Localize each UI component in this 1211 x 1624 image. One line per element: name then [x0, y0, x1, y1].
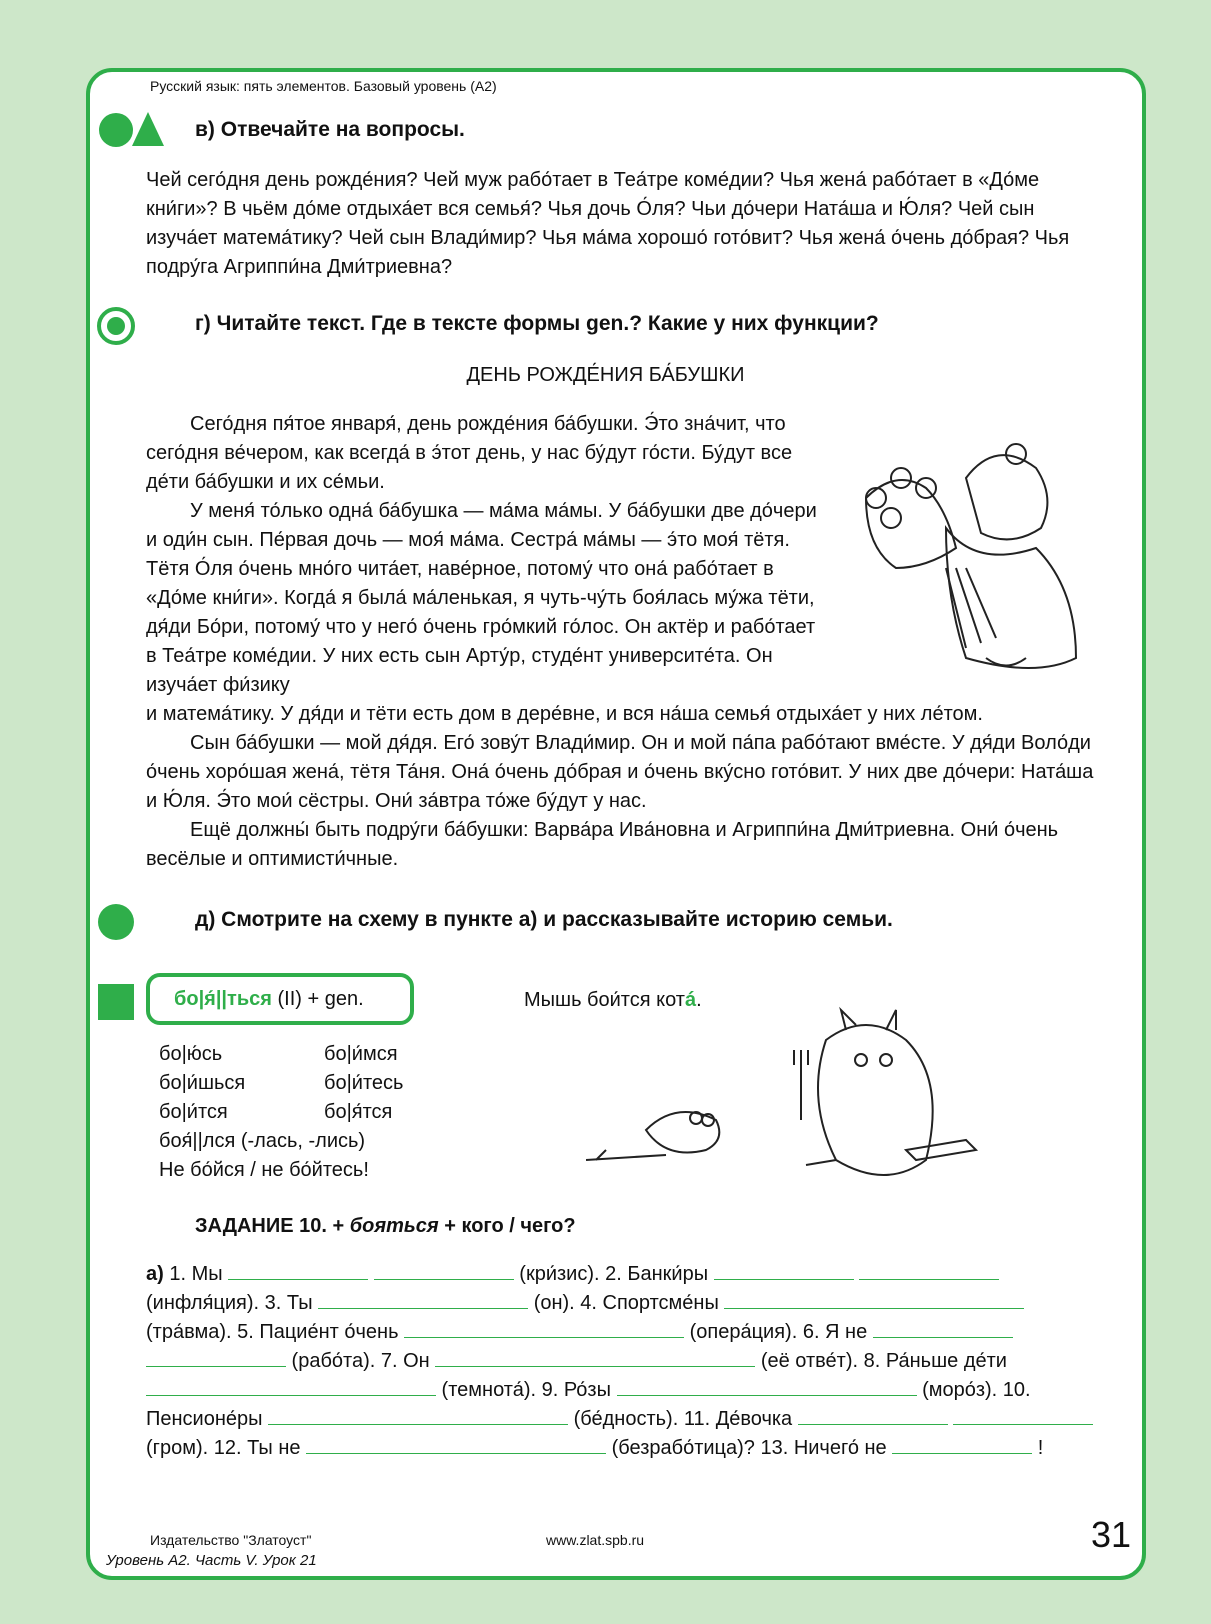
- circle-icon: [96, 902, 136, 942]
- conj-form: бо|я́тся: [324, 1101, 393, 1123]
- task-g-heading: г) Читайте текст. Где в тексте формы gen.? Какие у них функции?: [195, 312, 879, 335]
- square-icon: [98, 984, 134, 1020]
- conj-form: бо|и́мся: [324, 1043, 398, 1065]
- task-v-heading: в) Отвечайте на вопросы.: [195, 118, 465, 141]
- footer-publisher: Издательство "Златоуст": [150, 1532, 312, 1548]
- reading-text-top: [146, 410, 826, 700]
- reading-text-bottom: [146, 700, 1096, 874]
- text-paragraph: У меня́ то́лько одна́ ба́бушка — ма́ма ма́мы. У ба́бушки две до́чери и оди́н сын. Пе́рвая дочь — моя́ ма́ма. Сестра́ ма́мы — э́то моя́ тётя. Тётя О́ля о́чень мно́го чита́ет, наве́рное, потому́ что она́ рабо́тает в «До́ме кни́ги». Когда́ я была́ ма́ленькая, я чуть-чу́ть боя́лась му́жа тёти, дя́ди Бо́ри, потому́ что у него́ о́чень гро́мкий го́лос. Он актёр и рабо́тает в Теа́тре коме́дии. У них есть сын Арту́р, студе́нт университе́та. Он изуча́ет фи́зику: [146, 500, 817, 696]
- text-title: ДЕНЬ РОЖДЕ́НИЯ БА́БУШКИ: [466, 364, 745, 386]
- conj-form: бо|и́тся: [159, 1101, 228, 1123]
- verb-government: (II) + gen.: [277, 988, 364, 1010]
- conjugation-right: [324, 1040, 403, 1127]
- conj-form: бо|ю́сь: [159, 1043, 223, 1065]
- conj-form: бо|и́шься: [159, 1072, 246, 1094]
- conj-form: боя́||лся (-лась, -лись): [159, 1130, 366, 1152]
- page-number: 31: [1090, 1514, 1131, 1555]
- text-paragraph: Сын ба́бушки — мой дя́дя. Его́ зову́т Влади́мир. Он и мой па́па рабо́тают вме́сте. У дя́ди Воло́ди о́чень хоро́шая жена́, тётя Та́ня. Она́ о́чень до́брая и о́чень вку́сно гото́вит. У них две до́чери: Ната́ша и Ю́ля. Э́то мои́ сёстры. Они́ за́втра то́же бу́дут у нас.: [146, 732, 1094, 812]
- target-icon: [96, 306, 136, 346]
- footer-url[interactable]: www.zlat.spb.ru: [546, 1532, 645, 1548]
- conj-form: Не бо́йся / не бо́йтесь!: [159, 1159, 369, 1181]
- footer-level: Уровень А2. Часть V. Урок 21: [106, 1552, 317, 1569]
- conj-form: бо|и́тесь: [324, 1072, 404, 1094]
- mouse-cat-illustration: [586, 1000, 1006, 1180]
- text-paragraph: Ещё должны́ быть подру́ги ба́бушки: Варва́ра Ива́новна и Агриппи́на Дми́триевна. Они́ о́чень весёлые и оптимисти́чные.: [146, 819, 1059, 870]
- exercise-text: а) 1. Мы (кри́зис). 2. Банки́ры (инфля́ция). 3. Ты (он). 4. Спортсме́ны (тра́вма). 5. Пацие́нт о́чень (опера́ция). 6. Я не (рабо́та). 7. Он (её отве́т). 8. Ра́ньше де́ти (темнота́). 9. Ро́зы (моро́з). 10. Пенсионе́ры (бе́дность). 11. Де́вочка (гром). 12. Ты не (безрабо́тица)? 13. Ничего́ не !: [146, 1260, 1096, 1463]
- task-d-heading: д) Смотрите на схему в пункте а) и рассказывайте историю семьи.: [195, 908, 893, 931]
- verb-label: бо|я́||ться: [174, 988, 272, 1010]
- book-header: Русский язык: пять элементов. Базовый уровень (А2): [150, 78, 497, 94]
- verb-box: [146, 973, 414, 1025]
- text-paragraph: Сего́дня пя́тое января́, день рожде́ния ба́бушки. Э́то зна́чит, что сего́дня ве́чером, как всегда́ в э́тот день, у нас бу́дут го́сти. Бу́дут все де́ти ба́бушки и их се́мьи.: [146, 413, 793, 493]
- circle-triangle-icon: [98, 112, 164, 148]
- text-paragraph: и матема́тику. У дя́ди и тёти есть дом в дере́вне, и вся на́ша семья́ отдыха́ет у них ле́том.: [146, 703, 983, 725]
- zadanie-heading: ЗАДАНИЕ 10. + бояться + кого / чего?: [195, 1215, 576, 1237]
- grandmother-illustration: [846, 418, 1096, 678]
- example-sentence: Мышь бои́тся котá.: [524, 989, 702, 1011]
- questions-text: Чей сего́дня день рожде́ния? Чей муж рабо́тает в Теа́тре коме́дии? Чья жена́ рабо́тает в «До́ме кни́ги»? В чьём до́ме отдыха́ет вся семья́? Чья дочь О́ля? Чьи до́чери Ната́ша и Ю́ля? Чей сын изуча́ет матема́тику? Чей сын Влади́мир? Чья ма́ма хорошо́ гото́вит? Чья жена́ о́чень до́брая? Чья подру́га Агриппи́на Дми́триевна?: [146, 169, 1070, 278]
